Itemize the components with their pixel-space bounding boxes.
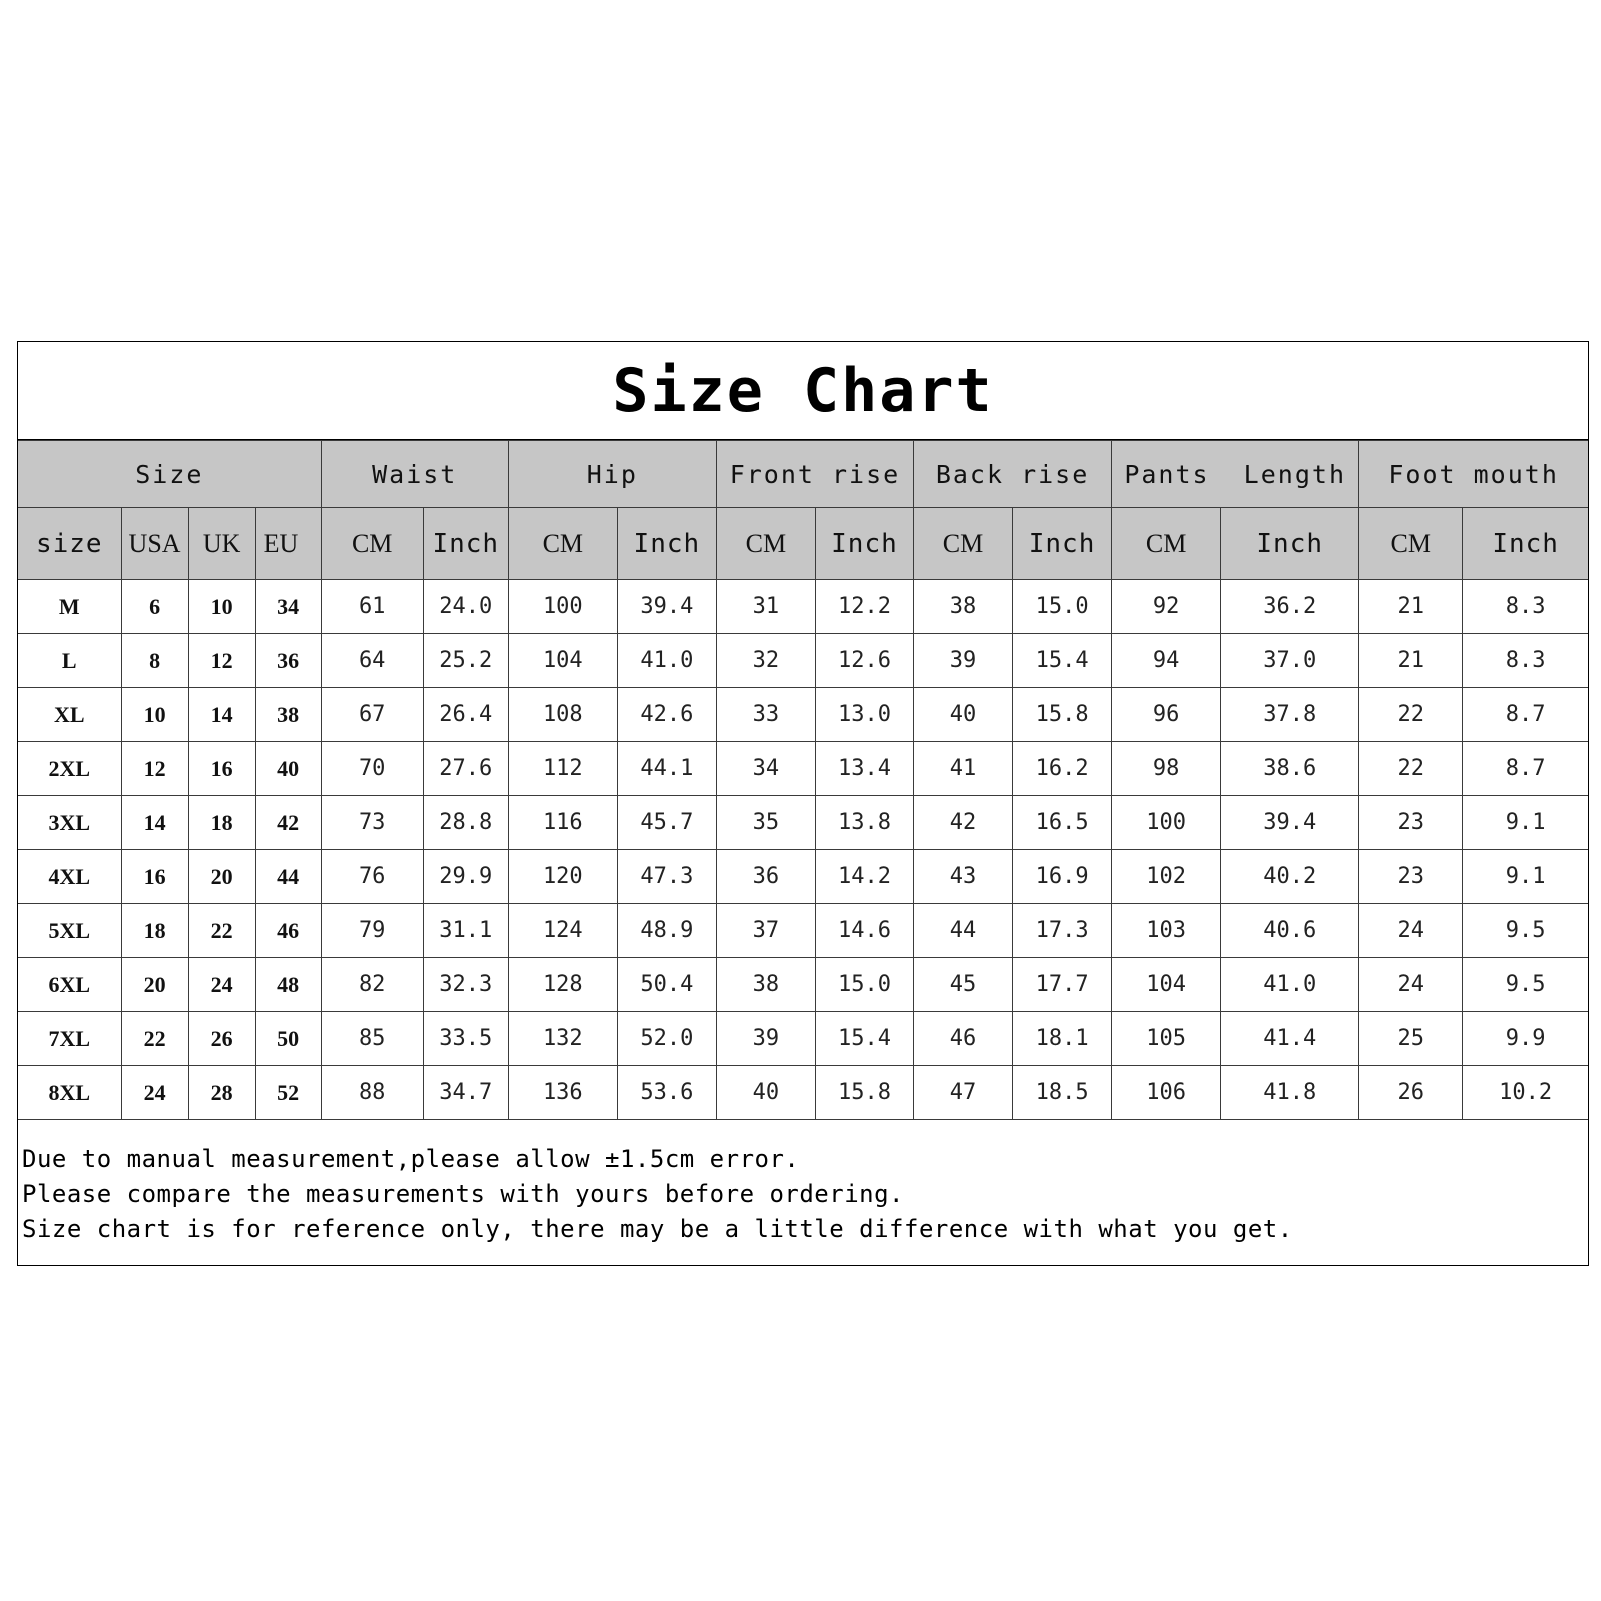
table-cell: 10.2 [1463,1066,1588,1120]
table-cell: 16.9 [1013,850,1112,904]
table-cell: 16 [188,742,255,796]
table-cell: 132 [508,1012,617,1066]
table-cell: 38.6 [1221,742,1359,796]
table-cell: 39 [716,1012,815,1066]
table-cell: 116 [508,796,617,850]
table-cell: 18 [188,796,255,850]
table-cell: 102 [1112,850,1221,904]
table-row [18,688,1588,742]
group-header-waist: Waist [321,441,508,508]
table-cell: 50.4 [617,958,716,1012]
table-cell: 104 [508,634,617,688]
table-cell: 21 [1359,634,1463,688]
table-cell: 22 [1359,742,1463,796]
table-cell: 82 [321,958,423,1012]
table-cell: 38 [716,958,815,1012]
table-cell: 26.4 [423,688,508,742]
table-cell: 104 [1112,958,1221,1012]
group-header-pants-length: Pants Length [1112,441,1359,508]
sub-header-pants-length-inch: Inch [1221,508,1359,580]
table-cell: 70 [321,742,423,796]
table-cell: 33.5 [423,1012,508,1066]
table-row [18,958,1588,1012]
table-cell: L [18,634,121,688]
table-cell: 40.6 [1221,904,1359,958]
sub-header-back-rise-cm: CM [914,508,1013,580]
table-cell: 20 [121,958,188,1012]
table-cell: 28.8 [423,796,508,850]
table-cell: 14 [188,688,255,742]
chart-title: Size Chart [18,342,1588,440]
table-cell: 44 [914,904,1013,958]
table-cell: 42 [914,796,1013,850]
table-cell: 36 [716,850,815,904]
table-row [18,1012,1588,1066]
table-cell: 42.6 [617,688,716,742]
table-cell: 9.1 [1463,850,1588,904]
table-cell: 31.1 [423,904,508,958]
group-header-hip: Hip [508,441,716,508]
table-cell: 85 [321,1012,423,1066]
table-cell: 44.1 [617,742,716,796]
table-cell: 46 [914,1012,1013,1066]
notes [18,1120,1588,1247]
table-cell: 8 [121,634,188,688]
table-cell: 48.9 [617,904,716,958]
table-cell: 41.0 [1221,958,1359,1012]
table-cell: 26 [1359,1066,1463,1120]
table-cell: 24.0 [423,580,508,634]
table-cell: 6 [121,580,188,634]
table-cell: 16 [121,850,188,904]
table-cell: 47.3 [617,850,716,904]
note-line: Please compare the measurements with yours before ordering. [22,1180,905,1208]
table-cell: 108 [508,688,617,742]
table-cell: 103 [1112,904,1221,958]
table-cell: 9.1 [1463,796,1588,850]
table-cell: 112 [508,742,617,796]
table-cell: 8XL [18,1066,121,1120]
table-cell: 48 [255,958,321,1012]
table-cell: 40 [716,1066,815,1120]
table-cell: 18 [121,904,188,958]
table-cell: 92 [1112,580,1221,634]
table-cell: 42 [255,796,321,850]
sub-header-foot-mouth-cm: CM [1359,508,1463,580]
table-cell: 33 [716,688,815,742]
table-cell: 15.0 [815,958,913,1012]
table-cell: 32 [716,634,815,688]
table-cell: 64 [321,634,423,688]
table-cell: 2XL [18,742,121,796]
table-cell: 12.2 [815,580,913,634]
table-cell: 20 [188,850,255,904]
table-cell: 34.7 [423,1066,508,1120]
table-cell: 18.5 [1013,1066,1112,1120]
table-cell: 40.2 [1221,850,1359,904]
table-row [18,1066,1588,1120]
table-cell: 46 [255,904,321,958]
group-header-row [18,441,1588,508]
table-cell: 13.4 [815,742,913,796]
table-cell: 67 [321,688,423,742]
table-cell: 73 [321,796,423,850]
sub-header-usa: USA [121,508,188,580]
table-cell: 40 [914,688,1013,742]
table-cell: 106 [1112,1066,1221,1120]
sub-header-uk: UK [188,508,255,580]
sub-header-back-rise-inch: Inch [1013,508,1112,580]
note-line: Due to manual measurement,please allow ±1.5cm error. [22,1145,800,1173]
group-header-front-rise: Front rise [716,441,913,508]
table-cell: 39 [914,634,1013,688]
table-cell: 10 [188,580,255,634]
table-cell: 8.7 [1463,742,1588,796]
table-cell: 22 [188,904,255,958]
table-cell: 34 [255,580,321,634]
table-cell: 6XL [18,958,121,1012]
table-row [18,904,1588,958]
sub-header-front-rise-inch: Inch [815,508,913,580]
group-header-back-rise: Back rise [914,441,1112,508]
table-cell: 15.4 [815,1012,913,1066]
table-cell: 52.0 [617,1012,716,1066]
table-cell: 12.6 [815,634,913,688]
table-cell: 9.5 [1463,904,1588,958]
table-cell: 23 [1359,796,1463,850]
table-cell: 12 [188,634,255,688]
table-cell: 45 [914,958,1013,1012]
table-row [18,850,1588,904]
table-cell: 24 [1359,904,1463,958]
table-cell: 24 [1359,958,1463,1012]
table-cell: 41.0 [617,634,716,688]
table-cell: 13.8 [815,796,913,850]
table-cell: 41.8 [1221,1066,1359,1120]
size-table [18,440,1588,1120]
table-cell: 94 [1112,634,1221,688]
table-cell: 36 [255,634,321,688]
table-cell: 38 [255,688,321,742]
table-cell: 25.2 [423,634,508,688]
table-cell: 23 [1359,850,1463,904]
table-cell: 14.2 [815,850,913,904]
table-cell: 128 [508,958,617,1012]
table-cell: 14.6 [815,904,913,958]
group-header-foot-mouth: Foot mouth [1359,441,1588,508]
table-cell: 17.3 [1013,904,1112,958]
table-cell: 3XL [18,796,121,850]
group-header-size: Size [18,441,321,508]
table-cell: 26 [188,1012,255,1066]
table-cell: 37.8 [1221,688,1359,742]
table-cell: 24 [121,1066,188,1120]
table-cell: 8.3 [1463,580,1588,634]
table-cell: 21 [1359,580,1463,634]
table-cell: 18.1 [1013,1012,1112,1066]
table-cell: 16.5 [1013,796,1112,850]
table-cell: 47 [914,1066,1013,1120]
table-row [18,742,1588,796]
table-cell: 15.0 [1013,580,1112,634]
table-cell: M [18,580,121,634]
table-cell: 29.9 [423,850,508,904]
table-cell: 9.9 [1463,1012,1588,1066]
table-cell: 22 [1359,688,1463,742]
table-cell: 105 [1112,1012,1221,1066]
table-cell: 98 [1112,742,1221,796]
sub-header-hip-inch: Inch [617,508,716,580]
table-cell: 39.4 [617,580,716,634]
note-line: Size chart is for reference only, there may be a little difference with what you get. [22,1215,1293,1243]
sub-header-foot-mouth-inch: Inch [1463,508,1588,580]
table-cell: 5XL [18,904,121,958]
table-cell: 8.3 [1463,634,1588,688]
sub-header-size: size [18,508,121,580]
table-cell: 16.2 [1013,742,1112,796]
table-cell: 37.0 [1221,634,1359,688]
table-cell: 15.4 [1013,634,1112,688]
table-cell: 15.8 [1013,688,1112,742]
table-cell: 61 [321,580,423,634]
table-cell: 27.6 [423,742,508,796]
table-cell: 4XL [18,850,121,904]
table-cell: 14 [121,796,188,850]
table-cell: 124 [508,904,617,958]
table-cell: 53.6 [617,1066,716,1120]
table-cell: 15.8 [815,1066,913,1120]
table-cell: 76 [321,850,423,904]
table-cell: 36.2 [1221,580,1359,634]
table-row [18,796,1588,850]
table-cell: 34 [716,742,815,796]
size-table-body [18,580,1588,1120]
table-cell: 79 [321,904,423,958]
table-cell: 25 [1359,1012,1463,1066]
table-cell: 28 [188,1066,255,1120]
table-cell: 39.4 [1221,796,1359,850]
table-cell: 40 [255,742,321,796]
table-cell: 41 [914,742,1013,796]
table-cell: 100 [508,580,617,634]
sub-header-eu: EU [255,508,321,580]
table-cell: 52 [255,1066,321,1120]
table-cell: 13.0 [815,688,913,742]
table-cell: 17.7 [1013,958,1112,1012]
table-cell: 7XL [18,1012,121,1066]
table-cell: 12 [121,742,188,796]
table-cell: 38 [914,580,1013,634]
size-chart-card [17,341,1589,1266]
table-cell: 88 [321,1066,423,1120]
table-cell: 9.5 [1463,958,1588,1012]
table-cell: 10 [121,688,188,742]
table-cell: 136 [508,1066,617,1120]
sub-header-front-rise-cm: CM [716,508,815,580]
table-cell: 32.3 [423,958,508,1012]
table-cell: XL [18,688,121,742]
sub-header-waist-cm: CM [321,508,423,580]
table-cell: 100 [1112,796,1221,850]
table-cell: 22 [121,1012,188,1066]
table-cell: 120 [508,850,617,904]
table-cell: 37 [716,904,815,958]
table-cell: 96 [1112,688,1221,742]
table-cell: 43 [914,850,1013,904]
table-cell: 44 [255,850,321,904]
sub-header-hip-cm: CM [508,508,617,580]
table-cell: 31 [716,580,815,634]
sub-header-pants-length-cm: CM [1112,508,1221,580]
table-cell: 24 [188,958,255,1012]
table-cell: 8.7 [1463,688,1588,742]
sub-header-row [18,508,1588,580]
table-row [18,634,1588,688]
table-cell: 50 [255,1012,321,1066]
table-row [18,580,1588,634]
sub-header-waist-inch: Inch [423,508,508,580]
table-cell: 41.4 [1221,1012,1359,1066]
table-cell: 45.7 [617,796,716,850]
table-cell: 35 [716,796,815,850]
